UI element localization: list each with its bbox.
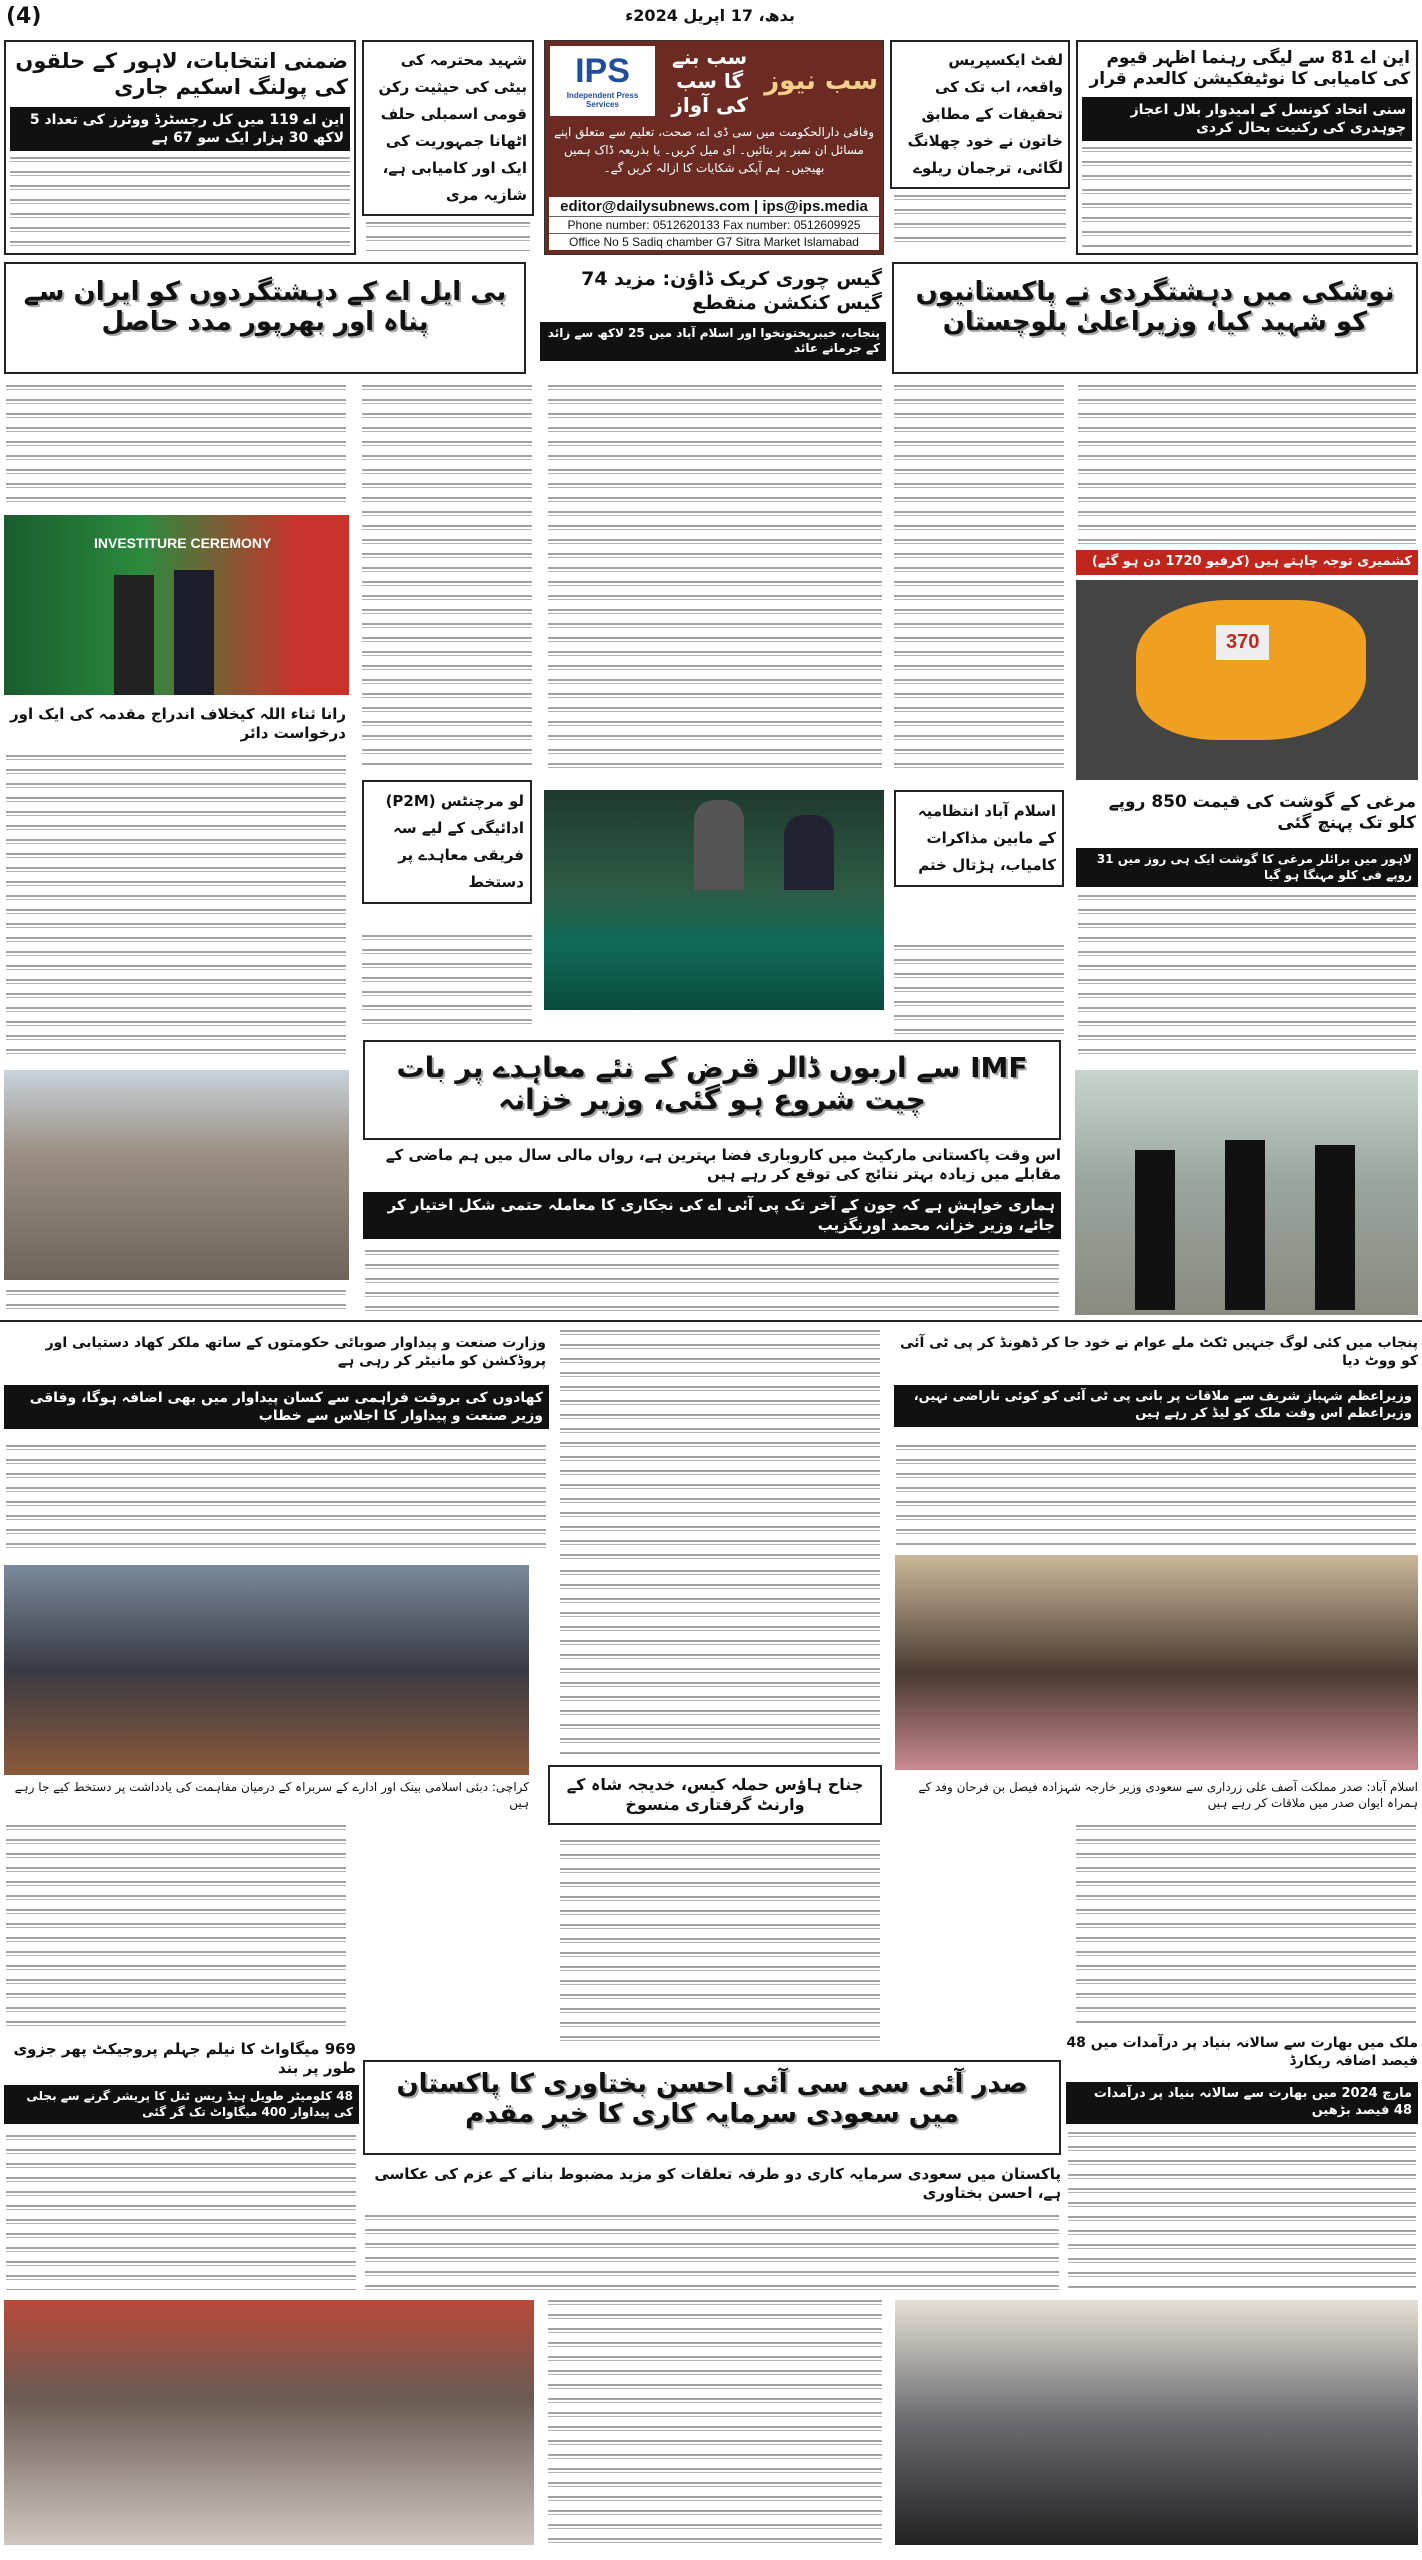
- subheadline-jhelum: 48 کلومیٹر طویل ہیڈ ریس ٹنل کا پریشر گرنے سے بجلی کی پیداوار 400 میگاواٹ تک گر گئی: [4, 2085, 359, 2124]
- headline-imports: ملک میں بھارت سے سالانہ بنیاد پر درآمدات میں 48 فیصد اضافہ ریکارڈ: [1066, 2035, 1418, 2069]
- headline-imf: IMF سے اربوں ڈالر قرض کے نئے معاہدے پر بات چیت شروع ہو گئی، وزیر خزانہ: [363, 1040, 1061, 1140]
- body-text: [10, 157, 350, 249]
- subheadline: این اے 119 میں کل رجسٹرڈ ووٹرز کی تعداد 5 لاکھ 30 ہزار ایک سو 67 ہے: [10, 107, 350, 151]
- subheadline-industry-1: وزارت صنعت و پیداوار صوبائی حکومتوں کے ساتھ ملکر کھاد دستیابی اور پروڈکشن کو مانیٹر کر رہی ہے: [45, 1335, 546, 1369]
- gaza-ruins-photo: [4, 1070, 349, 1280]
- subheadline-industry-2: کھادوں کی بروقت فراہمی سے کسان پیداوار میں بھی اضافہ ہوگا، وفاقی وزیر صنعت و پیداوار کا اجلاس سے خطاب: [4, 1385, 549, 1429]
- body-text: [560, 1570, 880, 1755]
- body-text: [896, 1445, 1416, 1545]
- headline-noshki: نوشکی میں دہشتگردی نے پاکستانیوں کو شہید کیا، وزیراعلیٰ بلوچستان: [892, 262, 1418, 374]
- caption-text: [6, 1290, 346, 1310]
- seminar-audience-photo: [4, 2300, 534, 2545]
- body-text: [1078, 895, 1416, 1060]
- subheadline: سنی اتحاد کونسل کے امیدوار بلال اعجاز چوہدری کی رکنیت بحال کردی: [1082, 97, 1412, 141]
- subheadline-imf-1: اس وقت پاکستانی مارکیٹ میں کاروباری فضا بہترین ہے، رواں مالی سال میں ہم ماضی کے مقابلے میں زیادہ بہتر نتائج کی توقع کر رہے ہیں: [385, 1146, 1061, 1183]
- body-text: [366, 222, 530, 251]
- contact-email[interactable]: editor@dailysubnews.com | ips@ips.media: [549, 197, 879, 217]
- body-text: [1068, 2132, 1416, 2290]
- story-railway: [890, 40, 1070, 255]
- divider: [0, 1320, 1422, 1322]
- subheadline-icci: پاکستان میں سعودی سرمایہ کاری دو طرفہ تعلقات کو مزید مضبوط بنانے کے عزم کی عکاسی ہے، احسن بختاوری: [374, 2165, 1061, 2202]
- headline-chicken: مرغی کے گوشت کی قیمت 850 روپے کلو تک پہنچ گئی: [1108, 792, 1416, 834]
- saudi-pakistan-group-photo: [895, 2300, 1418, 2545]
- body-text: [560, 1330, 880, 1560]
- body-text: [548, 2300, 882, 2545]
- headline: گیس چوری کریک ڈاؤن: مزید 74 گیس کنکشن منقطع: [581, 268, 882, 314]
- subheadline: پنجاب، خیبرپختونخوا اور اسلام آباد میں 25 لاکھ سے زائد کے جرمانے عائد: [540, 322, 886, 361]
- headline-icci: صدر آئی سی سی آئی احسن بختاوری کا پاکستان میں سعودی سرمایہ کاری کا خیر مقدم: [363, 2060, 1061, 2155]
- headline-p2m: لو مرچنٹس (P2M) ادائیگی کے لیے سہ فریقی معاہدے پر دستخط: [362, 780, 532, 904]
- investiture-ceremony-photo: INVESTITURE CEREMONY: [4, 515, 349, 695]
- brand-logo: سب نیوز: [764, 66, 878, 96]
- subheadline-imports: مارچ 2024 میں بھارت سے سالانہ بنیاد پر درآمدات 48 فیصد بڑھیں: [1066, 2082, 1418, 2124]
- headline-rana: رانا ثناء اللہ کیخلاف اندراج مقدمہ کی ایک اور درخواست دائر: [9, 705, 346, 742]
- headline-jinnah-house: جناح ہاؤس حملہ کیس، خدیجہ شاہ کے وارنٹ گرفتاری منسوخ: [548, 1765, 882, 1825]
- kashmir-map-image: 370: [1076, 580, 1418, 780]
- headline: ضمنی انتخابات، لاہور کے حلقوں کی پولنگ اسکیم جاری: [15, 49, 348, 100]
- subheadline-imf-2: ہماری خواہش ہے کہ جون کے آخر تک پی آئی اے کی نجکاری کا معاملہ حتمی شکل اختیار کر جائے، وزیر خزانہ محمد اورنگزیب: [363, 1192, 1061, 1239]
- subheadline-pti-2: وزیراعظم شہباز شریف سے ملاقات پر بانی پی ٹی آئی کو کوئی ناراضی نہیں، وزیراعظم اس وقت ملک کو لیڈ کر رہے ہیں: [894, 1385, 1418, 1427]
- body-text: [6, 1825, 346, 2030]
- body-text: [6, 2135, 356, 2290]
- security-personnel-photo: [1075, 1070, 1418, 1315]
- headline-bla: بی ایل اے کے دہشتگردوں کو ایران سے پناہ اور بھرپور مدد حاصل: [4, 262, 526, 374]
- signing-ceremony-photo: [4, 1565, 529, 1775]
- body-text: [362, 385, 532, 765]
- headline: این اے 81 سے لیگی رہنما اظہر قیوم کی کامیابی کا نوٹیفکیشن کالعدم قرار: [1089, 48, 1410, 90]
- body-text: [560, 1840, 880, 2050]
- kashmir-caption: کشمیری توجہ چاہتے ہیں (کرفیو 1720 دن ہو گئے): [1076, 550, 1418, 575]
- headline-strike: اسلام آباد انتظامیہ کے مابین مذاکرات کامیاب، ہڑتال ختم: [894, 790, 1064, 887]
- body-text: [894, 945, 1064, 1035]
- body-text: [6, 385, 346, 505]
- subheadline-chicken: لاہور میں برائلر مرغی کا گوشت ایک ہی روز میں 31 روپے فی کلو مہنگا ہو گیا: [1076, 848, 1418, 887]
- story-by-election: [4, 40, 356, 255]
- body-text: [894, 195, 1066, 251]
- story-shazia: [362, 40, 534, 255]
- body-text: [6, 1445, 546, 1555]
- page-number: (4): [6, 4, 42, 29]
- body-text: [6, 755, 346, 1055]
- subheadline-pti-1: پنجاب میں کئی لوگ جنہیں ٹکٹ ملے عوام نے خود جا کر ڈھونڈ کر پی ٹی آئی کو ووٹ دیا: [900, 1335, 1418, 1369]
- body-text: [894, 385, 1064, 775]
- ips-logo: IPS Independent Press Services: [550, 46, 655, 116]
- headline: شہید محترمہ کی بیٹی کی حیثیت رکن قومی اسمبلی حلف اٹھانا جمہوریت کی ایک اور کامیابی ہے، شازیہ مری: [362, 40, 534, 216]
- body-text: [365, 1250, 1059, 1312]
- signing-caption: کراچی: دبئی اسلامی بینک اور ادارے کے سربراہ کے درمیان مفاہمت کی یادداشت پر دستخط کیے جا رہے ہیں: [14, 1780, 529, 1810]
- story-na81: [1076, 40, 1418, 255]
- body-text: [1082, 147, 1412, 249]
- slogan: سب بنے گا سب کی آواز: [671, 45, 748, 117]
- headline-jhelum: 969 میگاواٹ کا نیلم جہلم پروجیکٹ پھر جزوی طور پر بند: [13, 2040, 356, 2077]
- headline: لفٹ ایکسپریس واقعہ، اب تک کی تحقیقات کے مطابق خاتون نے خود چھلانگ لگائی، ترجمان ریلوے: [890, 40, 1070, 189]
- body-text: [365, 2215, 1059, 2290]
- contact-phone: Phone number: 0512620133 Fax number: 0512609925: [549, 217, 879, 234]
- un-assembly-photo: [544, 790, 884, 1010]
- body-text: [1078, 385, 1416, 545]
- body-text: [1076, 1825, 1416, 2025]
- saudi-delegation-photo: [895, 1555, 1418, 1770]
- body-text: [362, 935, 532, 1030]
- masthead: [544, 40, 884, 255]
- contact-address: Office No 5 Sadiq chamber G7 Sitra Market Islamabad: [569, 235, 859, 249]
- body-text: [548, 385, 882, 775]
- notice: وفاقی دارالحکومت میں سی ڈی اے، صحت، تعلیم سے متعلق اپنے مسائل ان نمبر پر بتائیں۔ ای میل کریں۔ یا بذریعہ ڈاک ہمیں بھیجیں۔ ہم آپکی شکایات کا ازالہ کریں گے۔: [553, 125, 875, 175]
- saudi-caption: اسلام آباد: صدر مملکت آصف علی زرداری سے سعودی وزیر خارجہ شہزادہ فیصل بن فرحان وفد کے ہمراہ ایوان صدر میں ملاقات کر رہے ہیں: [918, 1780, 1418, 1810]
- issue-date: بدھ، 17 اپریل 2024ء: [625, 6, 795, 25]
- story-gas: [540, 262, 886, 374]
